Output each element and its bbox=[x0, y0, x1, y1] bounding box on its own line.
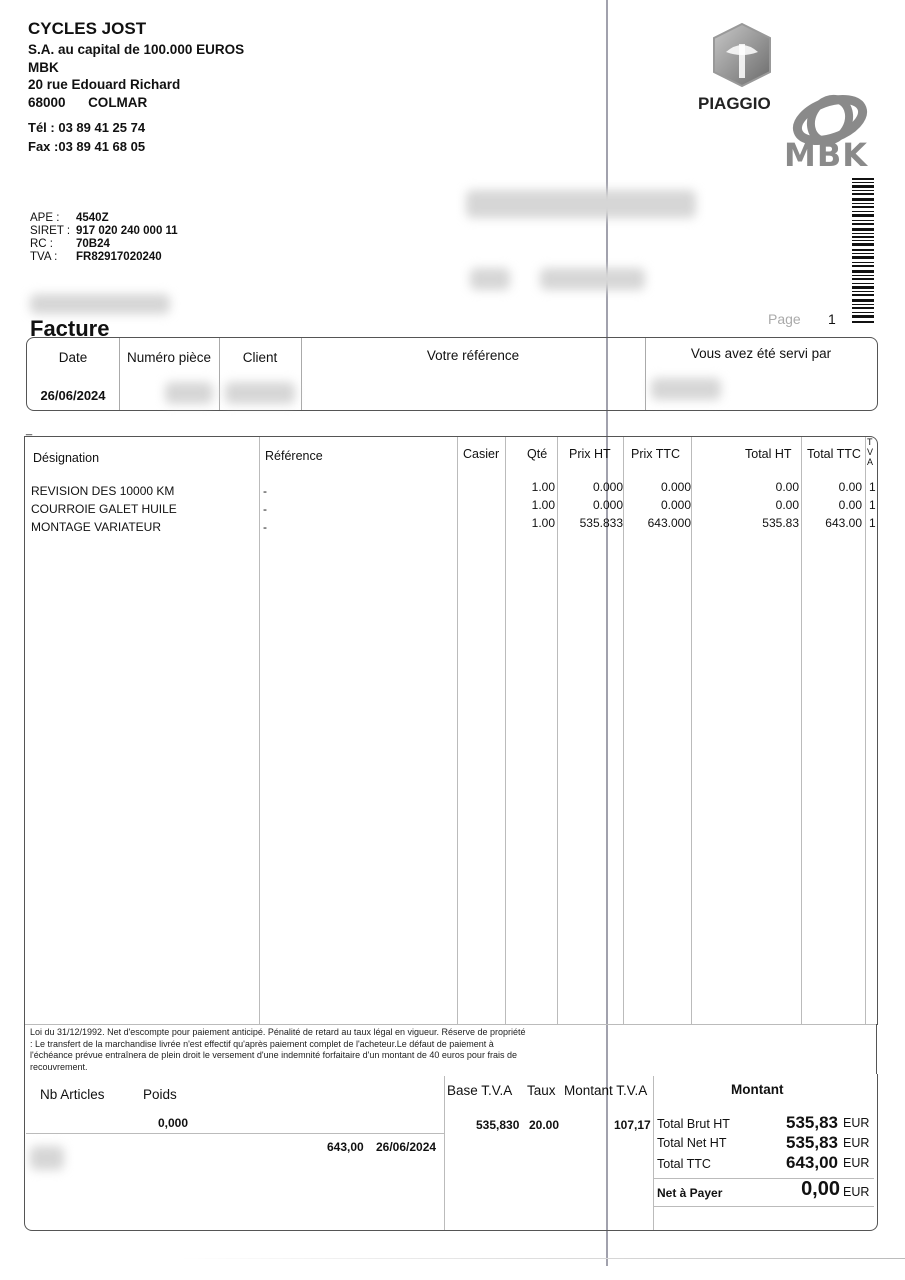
total-net-ht-value: 535,83 bbox=[786, 1133, 838, 1152]
client-label: Client bbox=[242, 350, 278, 365]
total-brut-ht-value: 535,83 bbox=[786, 1113, 838, 1132]
row-tva: 1 bbox=[869, 498, 876, 512]
row-total-ht: 535.83 bbox=[762, 516, 799, 530]
payment-date: 26/06/2024 bbox=[376, 1140, 437, 1154]
frame-left-border bbox=[24, 1024, 25, 1074]
row-designation: REVISION DES 10000 KM bbox=[31, 484, 175, 498]
currency-eur: EUR bbox=[843, 1156, 870, 1170]
poids-label: Poids bbox=[143, 1087, 177, 1102]
date-label: Date bbox=[58, 350, 88, 365]
header-col-numero-piece bbox=[119, 338, 220, 410]
th-tva: T V A bbox=[867, 437, 874, 467]
company-capital: S.A. au capital de 100.000 EUROS bbox=[28, 42, 245, 57]
th-prix-ttc: Prix TTC bbox=[631, 447, 681, 461]
row-tva: 1 bbox=[869, 480, 876, 494]
montant-tva-value: 107,17 bbox=[614, 1118, 651, 1132]
date-value: 26/06/2024 bbox=[40, 388, 106, 403]
total-ttc-value: 643,00 bbox=[786, 1153, 838, 1172]
row-prix-ht: 0.000 bbox=[592, 498, 623, 512]
row-reference: - bbox=[263, 484, 267, 498]
th-reference: Référence bbox=[265, 449, 323, 463]
currency-eur: EUR bbox=[843, 1185, 870, 1199]
header-col-client bbox=[219, 338, 302, 410]
company-tel: Tél : 03 89 41 25 74 bbox=[28, 120, 146, 135]
redacted-servi-par bbox=[651, 378, 721, 400]
total-brut-ht-label: Total Brut HT bbox=[657, 1117, 730, 1131]
row-prix-ht: 0.000 bbox=[592, 480, 623, 494]
rc-label: RC : bbox=[30, 238, 53, 250]
scan-bottom-edge bbox=[180, 1258, 905, 1259]
redacted-payment-mode bbox=[30, 1146, 64, 1170]
numero-piece-label: Numéro pièce bbox=[126, 350, 212, 365]
poids-value: 0,000 bbox=[158, 1116, 189, 1130]
siret-label: SIRET : bbox=[30, 225, 71, 237]
legal-notice: Loi du 31/12/1992. Net d'escompte pour paiement anticipé. Pénalité de retard au taux légal en vigueur. Réserve de propriété : Le transfert de la marchandise livrée n'est effectif qu'après paiement complet de l'acheteur.Le défaut de paiement à l'échéance prévue entraînera de plein droit le versement d'une indemnité forfaitaire d'un montant de 40 euros pour frais de recouvrement. bbox=[30, 1027, 526, 1072]
tva-label: TVA : bbox=[30, 251, 58, 263]
taux-label: Taux bbox=[527, 1083, 556, 1098]
row-total-ttc: 643.00 bbox=[825, 516, 862, 530]
divider-vat bbox=[444, 1076, 445, 1230]
nb-articles-label: Nb Articles bbox=[40, 1087, 105, 1102]
piaggio-wordmark: PIAGGIO bbox=[698, 94, 771, 113]
row-qte: 1.00 bbox=[531, 480, 555, 494]
th-designation: Désignation bbox=[33, 451, 100, 465]
redacted-line bbox=[30, 294, 170, 314]
legal-ids bbox=[30, 212, 178, 264]
divider-summary bbox=[26, 1133, 444, 1134]
col-reference bbox=[259, 437, 458, 1025]
company-street: 20 rue Edouard Richard bbox=[28, 77, 181, 92]
th-qte: Qté bbox=[527, 447, 548, 461]
company-postcode: 68000 bbox=[28, 94, 66, 110]
row-designation: COURROIE GALET HUILE bbox=[31, 502, 177, 516]
header-col-votre-reference bbox=[301, 338, 646, 410]
row-prix-ttc: 643.000 bbox=[647, 516, 691, 530]
col-casier bbox=[457, 437, 506, 1025]
header-col-date bbox=[27, 338, 120, 410]
row-total-ht: 0.00 bbox=[775, 480, 799, 494]
servi-par-label: Vous avez été servi par bbox=[690, 346, 832, 361]
redacted-numero-piece bbox=[165, 382, 213, 404]
brand-logo bbox=[700, 22, 870, 172]
payment-amount: 643,00 bbox=[327, 1140, 364, 1154]
net-a-payer-value: 0,00 bbox=[801, 1178, 840, 1200]
row-prix-ht: 535.833 bbox=[579, 516, 623, 530]
net-a-payer-label: Net à Payer bbox=[657, 1186, 723, 1200]
company-brand: MBK bbox=[28, 59, 59, 75]
dash-mark: _ bbox=[26, 424, 33, 436]
siret-value: 917 020 240 000 11 bbox=[76, 225, 178, 237]
company-city-line bbox=[28, 96, 244, 110]
total-net-ht-label: Total Net HT bbox=[657, 1136, 727, 1150]
row-qte: 1.00 bbox=[531, 498, 555, 512]
tva-value: FR82917020240 bbox=[76, 251, 162, 263]
th-casier: Casier bbox=[463, 447, 500, 461]
taux-value: 20.00 bbox=[529, 1118, 560, 1132]
th-total-ht: Total HT bbox=[745, 447, 792, 461]
header-col-servi-par bbox=[645, 338, 877, 410]
currency-eur: EUR bbox=[843, 1116, 870, 1130]
redacted-customer-name bbox=[466, 190, 696, 218]
ape-value: 4540Z bbox=[76, 212, 109, 224]
page-number: 1 bbox=[828, 311, 836, 327]
barcode-icon bbox=[852, 178, 874, 324]
redacted-customer-city bbox=[540, 268, 645, 290]
company-fax: Fax :03 89 41 68 05 bbox=[28, 139, 146, 154]
base-tva-value: 535,830 bbox=[476, 1118, 520, 1132]
document-title: Facture bbox=[30, 316, 110, 341]
legal-divider bbox=[24, 1024, 876, 1025]
mbk-wordmark: MBK bbox=[784, 136, 869, 174]
row-prix-ttc: 0.000 bbox=[660, 480, 691, 494]
row-reference: - bbox=[263, 502, 267, 516]
redacted-customer-postcode bbox=[470, 268, 510, 290]
currency-eur: EUR bbox=[843, 1136, 870, 1150]
row-designation: MONTAGE VARIATEUR bbox=[31, 520, 162, 534]
montant-tva-label: Montant T.V.A bbox=[564, 1083, 648, 1098]
totals-header: Montant bbox=[731, 1082, 784, 1097]
row-qte: 1.00 bbox=[531, 516, 555, 530]
page-label: Page bbox=[768, 311, 801, 327]
invoice-header-box bbox=[26, 337, 878, 411]
company-city: COLMAR bbox=[88, 94, 148, 110]
row-total-ht: 0.00 bbox=[775, 498, 799, 512]
th-prix-ht: Prix HT bbox=[569, 447, 611, 461]
company-name: CYCLES JOST bbox=[28, 19, 147, 38]
row-total-ttc: 0.00 bbox=[838, 480, 862, 494]
base-tva-label: Base T.V.A bbox=[447, 1083, 513, 1098]
company-info bbox=[28, 20, 244, 159]
row-prix-ttc: 0.000 bbox=[660, 498, 691, 512]
rc-value: 70B24 bbox=[76, 238, 110, 250]
redacted-client bbox=[225, 382, 295, 404]
row-total-ttc: 0.00 bbox=[838, 498, 862, 512]
invoice-lines-table bbox=[24, 436, 878, 1025]
row-tva: 1 bbox=[869, 516, 876, 530]
votre-reference-label: Votre référence bbox=[426, 348, 520, 363]
divider-net-bottom bbox=[654, 1206, 874, 1207]
total-ttc-label: Total TTC bbox=[657, 1157, 711, 1171]
row-reference: - bbox=[263, 520, 267, 534]
th-total-ttc: Total TTC bbox=[807, 447, 861, 461]
ape-label: APE : bbox=[30, 212, 60, 224]
frame-right-border bbox=[876, 1024, 877, 1074]
